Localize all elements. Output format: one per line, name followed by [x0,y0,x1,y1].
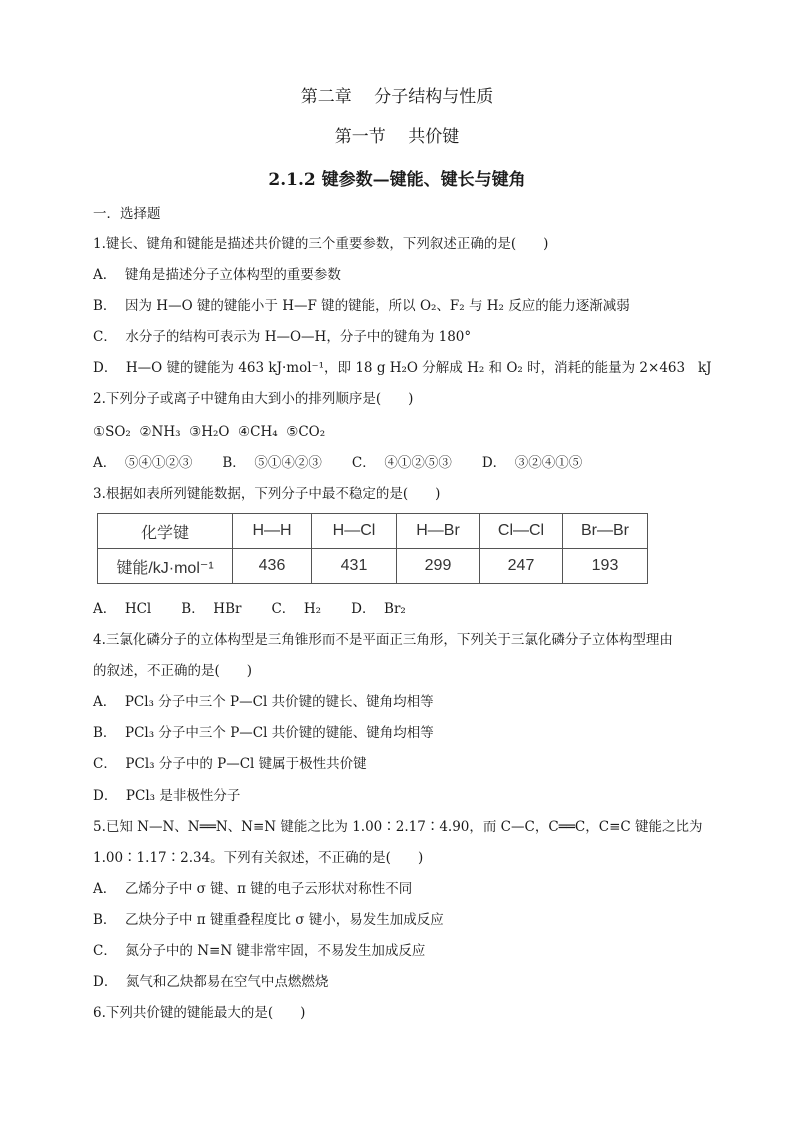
table-header-label: 化学键 [98,514,233,549]
q4-option-b: B． PCl₃ 分子中三个 P—Cl 共价键的键能、键角均相等 [93,725,434,741]
table-energy-label: 键能/kJ·mol⁻¹ [98,549,233,584]
q4-stem-line1: 4.三氯化磷分子的立体构型是三角锥形而不是平面正三角形，下列关于三氯化磷分子立体构型理由 [93,632,673,648]
q4-option-c: C． PCl₃ 分子中的 P—Cl 键属于极性共价键 [93,756,367,772]
table-cell-bond: H—Cl [312,514,397,549]
q5-option-d: D． 氮气和乙炔都易在空气中点燃燃烧 [93,974,329,990]
table-row-energies [98,549,648,584]
q5-stem-line1: 5.已知 N—N、N══N、N≡N 键能之比为 1.00∶2.17∶4.90，而 C—C，C══C，C≡C 键能之比为 [93,819,703,835]
q3-stem: 3.根据如表所列键能数据，下列分子中最不稳定的是( ) [93,486,441,502]
q5-option-b: B． 乙炔分子中 π 键重叠程度比 σ 键小，易发生加成反应 [93,912,444,928]
q5-stem-line2: 1.00∶1.17∶2.34。下列有关叙述，不正确的是( ) [93,850,424,866]
table-cell-bond: H—H [233,514,312,549]
q4-option-d: D． PCl₃ 是非极性分子 [93,788,241,804]
q6-stem: 6.下列共价键的键能最大的是( ) [93,1005,306,1021]
q1-option-a: A． 键角是描述分子立体构型的重要参数 [93,267,341,283]
lesson-title: 2.1.2 键参数—键能、键长与键角 [268,170,526,190]
chapter-title: 第二章 分子结构与性质 [300,87,494,107]
q1-option-c: C． 水分子的结构可表示为 H—O—H，分子中的键角为 180° [93,329,472,345]
section-title: 第一节 共价键 [334,127,460,147]
table-row-bonds [98,514,648,549]
table-cell-bond: Br—Br [563,514,648,549]
part-title: 一．选择题 [93,206,161,222]
q1-option-d: D． H—O 键的键能为 463 kJ·mol⁻¹，即 18 g H₂O 分解成 H₂ 和 O₂ 时，消耗的能量为 2×463 kJ [93,360,712,376]
table-cell-bond: Cl—Cl [480,514,563,549]
q2-options: A． ⑤④①②③ B． ⑤①④②③ C． ④①②⑤③ D． ③②④①⑤ [93,455,583,471]
q4-stem-line2: 的叙述，不正确的是( ) [93,663,253,679]
q1-option-b: B． 因为 H—O 键的键能小于 H—F 键的键能，所以 O₂、F₂ 与 H₂ 反应的能力逐渐减弱 [93,298,630,314]
table-cell-energy: 299 [397,549,480,584]
q5-option-a: A． 乙烯分子中 σ 键、π 键的电子云形状对称性不同 [93,881,413,897]
q2-list: ①SO₂ ②NH₃ ③H₂O ④CH₄ ⑤CO₂ [93,424,326,440]
table-cell-bond: H—Br [397,514,480,549]
q1-stem: 1.键长、键角和键能是描述共价键的三个重要参数，下列叙述正确的是( ) [93,236,549,252]
table-cell-energy: 436 [233,549,312,584]
table-cell-energy: 247 [480,549,563,584]
q2-stem: 2.下列分子或离子中键角由大到小的排列顺序是( ) [93,391,414,407]
q4-option-a: A． PCl₃ 分子中三个 P—Cl 共价键的键长、键角均相等 [93,694,434,710]
bond-energy-table [97,513,648,584]
table-cell-energy: 431 [312,549,397,584]
table-cell-energy: 193 [563,549,648,584]
q3-options: A． HCl B． HBr C． H₂ D． Br₂ [93,601,406,617]
q5-option-c: C． 氮分子中的 N≡N 键非常牢固，不易发生加成反应 [93,943,426,959]
